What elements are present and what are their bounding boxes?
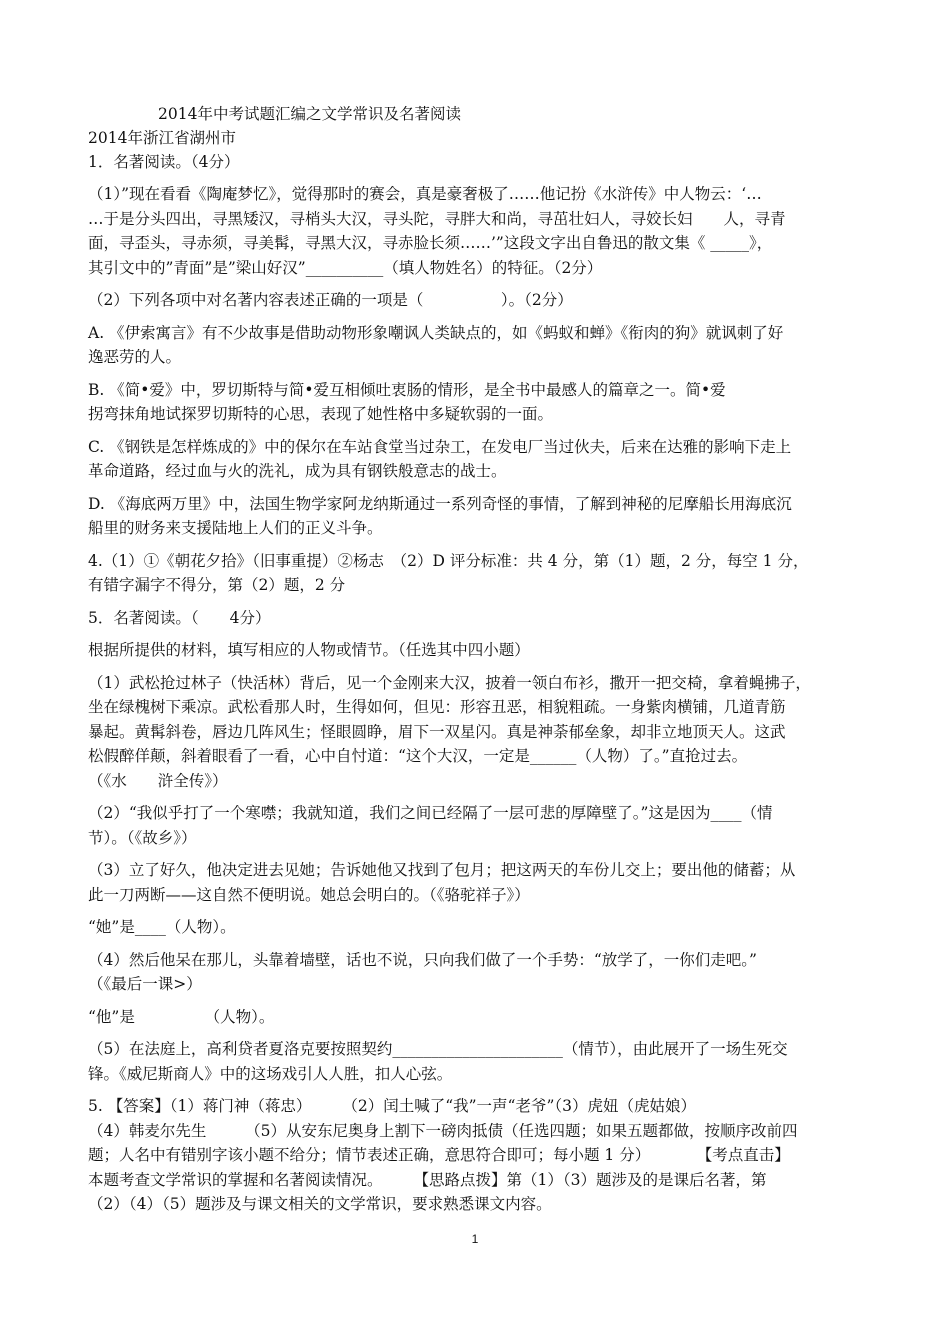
text-line: C. 《钢铁是怎样炼成的》中的保尔在车站食堂当过杂工，在发电厂当过伙夫，后来在达雅的影响下走上 <box>88 437 792 456</box>
q5-part5 <box>88 1037 868 1086</box>
text-line: 船里的财务来支援陆地上人们的正义斗争。 <box>88 519 383 537</box>
text-line: 题；人名中有错别字该小题不给分；情节表述正确，意思符合即可；每小题 1 分） 【考点直击】 <box>88 1146 790 1164</box>
text-line: 其引文中的”青面”是”梁山好汉”__________（填人物姓名）的特征。（2分） <box>88 258 603 277</box>
text-line: 坐在绿槐树下乘凉。武松看那人时，生得如何，但见：形容丑恶，相貌粗疏。一身紫肉横铺，几道青筋 <box>88 698 786 716</box>
text-line: …于是分头四出，寻黑矮汉，寻梢头大汉，寻头陀，寻胖大和尚，寻茁壮妇人，寻姣长妇 人，寻青 <box>88 209 786 228</box>
text-line: 此一刀两断——这自然不便明说。她总会明白的。（《骆驼祥子》） <box>88 885 530 904</box>
document-page <box>88 102 868 1217</box>
q5-part1 <box>88 671 868 794</box>
text-line: 4.（1）①《朝花夕拾》（旧事重提）②杨志 （2）D 评分标准：共 4 分，第（1）题，2 分，每空 1 分， <box>88 551 809 570</box>
text-line: D. 《海底两万里》中，法国生物学家阿龙纳斯通过一系列奇怪的事情，了解到神秘的尼摩船长用海底沉 <box>88 494 792 513</box>
region-heading: 2014年浙江省湖州市 <box>88 129 236 147</box>
q1-part2: （2）下列各项中对名著内容表述正确的一项是（ ）。（2分） <box>88 291 573 309</box>
document-title: 2014年中考试题汇编之文学常识及名著阅读 <box>158 105 461 123</box>
text-line: 拐弯抹角地试探罗切斯特的心思，表现了她性格中多疑软弱的一面。 <box>88 405 554 423</box>
text-line: （2）“我似乎打了一个寒噤；我就知道，我们之间已经隔了一层可悲的厚障壁了。”这是因为____（情 <box>88 804 773 822</box>
text-line: 有错字漏字不得分，第（2）题，2 分 <box>88 576 346 594</box>
option-b <box>88 378 868 427</box>
page-number: 1 <box>471 1232 479 1246</box>
text-line: 面，寻歪头，寻赤须，寻美髯，寻黑大汉，寻赤脸长须……’”这段文字出自鲁迅的散文集《 _____》， <box>88 234 773 252</box>
answer-4 <box>88 549 868 598</box>
text-line: （5）在法庭上，高利贷者夏洛克要按照契约______________________（情节），由此展开了一场生死交 <box>88 1040 788 1058</box>
text-line: 本题考查文学常识的掌握和名著阅读情况。 【思路点拨】第（1）（3）题涉及的是课后名著，第 <box>88 1170 767 1189</box>
text-line: （《最后一课>） <box>88 975 202 993</box>
option-a <box>88 321 868 370</box>
text-line: 节）。（《故乡》） <box>88 828 197 847</box>
text-line: （3）立了好久，他决定进去见她；告诉她他又找到了包月；把这两天的车份儿交上；要出他的储蓄；从 <box>88 861 796 879</box>
text-line: 锋。《威尼斯商人》中的这场戏引人人胜，扣人心弦。 <box>88 1064 453 1083</box>
q5-heading: 5．名著阅读。（ 4分） <box>88 608 271 627</box>
text-line: （4）然后他呆在那儿，头靠着墙壁，话也不说，只向我们做了一个手势：“放学了，一你们走吧。” <box>88 950 757 969</box>
text-line: （4）韩麦尔先生 （5）从安东尼奥身上割下一磅肉抵债（任选四题；如果五题都做，按顺序改前四 <box>88 1121 798 1140</box>
text-line: 革命道路，经过血与火的洗礼，成为具有钢铁般意志的战士。 <box>88 462 507 480</box>
q1-part1 <box>88 182 868 280</box>
text-line: （2）（4）（5）题涉及与课文相关的文学常识，要求熟悉课文内容。 <box>88 1195 552 1213</box>
text-line: A. 《伊索寓言》有不少故事是借助动物形象嘲讽人类缺点的，如《蚂蚁和蝉》《衔肉的狗》就讽刺了好 <box>88 323 784 342</box>
answer-5 <box>88 1094 868 1217</box>
q5-part4 <box>88 948 868 997</box>
q5-part2 <box>88 801 868 850</box>
q5-part3 <box>88 858 868 907</box>
text-line: （1）武松抢过林子（快活林）背后，见一个金刚来大汉，披着一领白布衫，撒开一把交椅，拿着蝇拂子， <box>88 673 811 692</box>
text-line: 暴起。黄髯斜卷，唇边几阵风生；怪眼圆睁，眉下一双星闪。真是神荼郁垒象，却非立地顶天人。这武 <box>88 722 786 741</box>
text-line: 逸恶劳的人。 <box>88 348 182 366</box>
option-c <box>88 435 868 484</box>
text-line: （1）”现在看看《陶庵梦忆》，觉得那时的赛会，真是豪奢极了……他记扮《水浒传》中人物云：‘… <box>88 185 762 203</box>
text-line: （《水 浒全传》） <box>88 771 228 790</box>
option-d <box>88 492 868 541</box>
text-line: 5. 【答案】（1）蒋门神（蒋忠） （2）闰土喊了“我”一声“老爷”（3）虎妞（虎姑娘） <box>88 1097 696 1115</box>
q5-part4-fill: “他”是 （人物）。 <box>88 1007 275 1026</box>
q5-part3-fill: “她”是____（人物）。 <box>88 918 236 936</box>
text-line: B. 《简•爱》中，罗切斯特与简•爱互相倾吐衷肠的情形，是全书中最感人的篇章之一。简•爱 <box>88 380 726 399</box>
q5-intro: 根据所提供的材料，填写相应的人物或情节。（任选其中四小题） <box>88 641 530 659</box>
q1-heading: 1．名著阅读。（4分） <box>88 153 240 171</box>
text-line: 松假醉佯颠，斜着眼看了一看，心中自忖道：“这个大汉，一定是______（人物）了。”直抢过去。 <box>88 747 748 765</box>
